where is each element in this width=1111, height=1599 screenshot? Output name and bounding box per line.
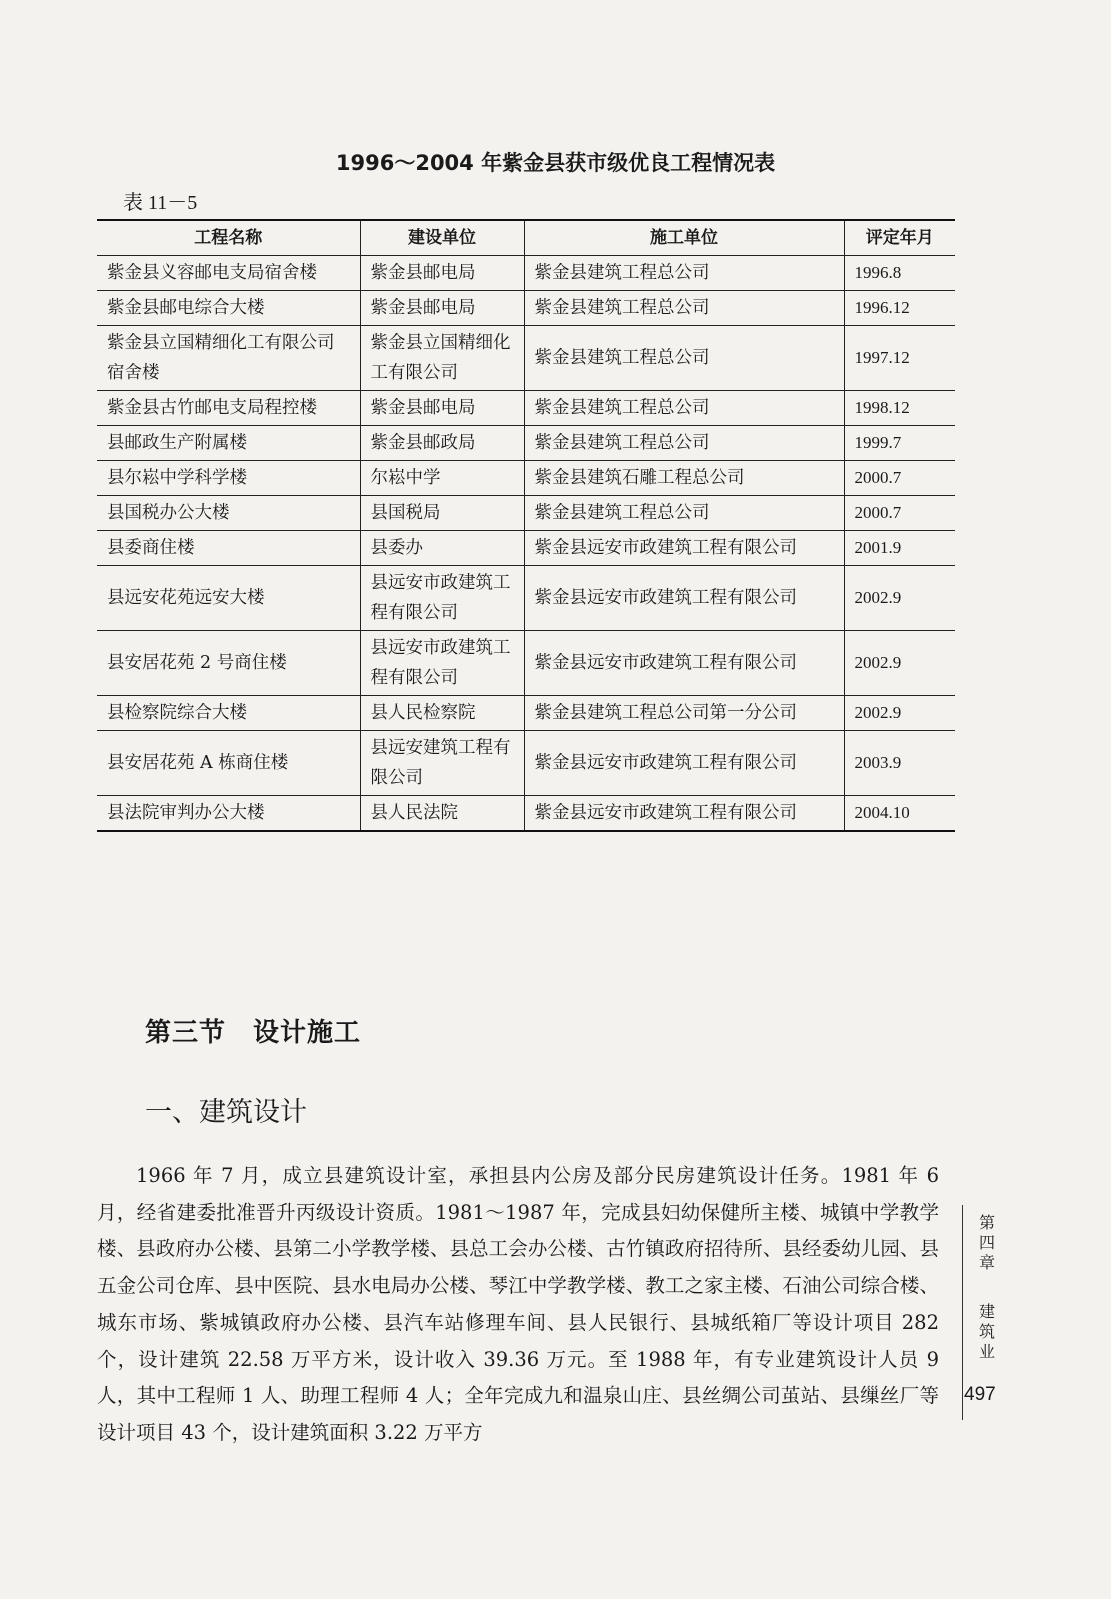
cell-project-name: 紫金县邮电综合大楼 bbox=[97, 291, 360, 326]
margin-divider bbox=[962, 1205, 963, 1420]
cell-date: 2003.9 bbox=[844, 731, 955, 796]
cell-contractor: 紫金县建筑工程总公司 bbox=[524, 496, 844, 531]
cell-project-name: 县邮政生产附属楼 bbox=[97, 426, 360, 461]
table-row bbox=[97, 426, 955, 461]
cell-project-name: 县尔崧中学科学楼 bbox=[97, 461, 360, 496]
section-title: 第三节 设计施工 bbox=[145, 1018, 362, 1048]
table-row bbox=[97, 326, 955, 391]
table-row bbox=[97, 496, 955, 531]
table-row bbox=[97, 796, 955, 832]
table-row bbox=[97, 461, 955, 496]
cell-builder: 紫金县邮电局 bbox=[360, 256, 524, 291]
table-row bbox=[97, 256, 955, 291]
cell-contractor: 紫金县建筑工程总公司 bbox=[524, 256, 844, 291]
header-contractor: 施工单位 bbox=[524, 220, 844, 256]
cell-project-name: 县安居花苑 A 栋商住楼 bbox=[97, 731, 360, 796]
table-row bbox=[97, 531, 955, 566]
cell-project-name: 县检察院综合大楼 bbox=[97, 696, 360, 731]
cell-builder: 紫金县邮政局 bbox=[360, 426, 524, 461]
cell-date: 2000.7 bbox=[844, 461, 955, 496]
cell-builder: 紫金县邮电局 bbox=[360, 291, 524, 326]
cell-date: 1997.12 bbox=[844, 326, 955, 391]
cell-project-name: 紫金县古竹邮电支局程控楼 bbox=[97, 391, 360, 426]
cell-contractor: 紫金县建筑石雕工程总公司 bbox=[524, 461, 844, 496]
header-project-name: 工程名称 bbox=[97, 220, 360, 256]
cell-date: 2000.7 bbox=[844, 496, 955, 531]
cell-contractor: 紫金县建筑工程总公司 bbox=[524, 326, 844, 391]
header-date: 评定年月 bbox=[844, 220, 955, 256]
cell-contractor: 紫金县远安市政建筑工程有限公司 bbox=[524, 731, 844, 796]
cell-builder: 县远安市政建筑工程有限公司 bbox=[360, 566, 524, 631]
cell-contractor: 紫金县远安市政建筑工程有限公司 bbox=[524, 531, 844, 566]
cell-date: 2002.9 bbox=[844, 631, 955, 696]
cell-project-name: 紫金县义容邮电支局宿舍楼 bbox=[97, 256, 360, 291]
cell-date: 2004.10 bbox=[844, 796, 955, 832]
cell-project-name: 县法院审判办公大楼 bbox=[97, 796, 360, 832]
cell-builder: 县委办 bbox=[360, 531, 524, 566]
page-number: 497 bbox=[964, 1384, 996, 1405]
cell-date: 1998.12 bbox=[844, 391, 955, 426]
cell-builder: 紫金县邮电局 bbox=[360, 391, 524, 426]
table-row bbox=[97, 566, 955, 631]
chapter-label: 第四章 bbox=[978, 1213, 995, 1272]
chapter-title: 建筑业 bbox=[978, 1302, 995, 1361]
cell-project-name: 县安居花苑 2 号商住楼 bbox=[97, 631, 360, 696]
cell-contractor: 紫金县建筑工程总公司第一分公司 bbox=[524, 696, 844, 731]
cell-contractor: 紫金县建筑工程总公司 bbox=[524, 291, 844, 326]
cell-contractor: 紫金县建筑工程总公司 bbox=[524, 426, 844, 461]
cell-project-name: 紫金县立国精细化工有限公司宿舍楼 bbox=[97, 326, 360, 391]
table-row bbox=[97, 731, 955, 796]
body-paragraph: 1966 年 7 月，成立县建筑设计室，承担县内公房及部分民房建筑设计任务。1981 年 6 月，经省建委批准晋升丙级设计资质。1981～1987 年，完成县妇幼保健所主楼、城镇中学教学楼、县政府办公楼、县第二小学教学楼、县总工会办公楼、古竹镇政府招待所、县经委幼儿园、县五金公司仓库、县中医院、县水电局办公楼、琴江中学教学楼、教工之家主楼、石油公司综合楼、城东市场、紫城镇政府办公楼、县汽车站修理车间、县人民银行、县城纸箱厂等设计项目 282 个，设计建筑 22.58 万平方米，设计收入 39.36 万元。至 1988 年，有专业建筑设计人员 9 人，其中工程师 1 人、助理工程师 4 人；全年完成九和温泉山庄、县丝绸公司茧站、县缫丝厂等设计项目 43 个，设计建筑面积 3.22 万平方 bbox=[97, 1164, 939, 1444]
table-row bbox=[97, 631, 955, 696]
cell-project-name: 县远安花苑远安大楼 bbox=[97, 566, 360, 631]
table-header-row bbox=[97, 220, 955, 256]
cell-contractor: 紫金县建筑工程总公司 bbox=[524, 391, 844, 426]
table-number: 表 11－5 bbox=[123, 192, 198, 214]
table-row bbox=[97, 696, 955, 731]
subsection-title: 一、建筑设计 bbox=[145, 1097, 307, 1128]
cell-builder: 县国税局 bbox=[360, 496, 524, 531]
cell-date: 2001.9 bbox=[844, 531, 955, 566]
table-row bbox=[97, 391, 955, 426]
cell-date: 1999.7 bbox=[844, 426, 955, 461]
cell-date: 1996.12 bbox=[844, 291, 955, 326]
cell-project-name: 县国税办公大楼 bbox=[97, 496, 360, 531]
cell-project-name: 县委商住楼 bbox=[97, 531, 360, 566]
cell-builder: 县远安市政建筑工程有限公司 bbox=[360, 631, 524, 696]
table-title: 1996～2004 年紫金县获市级优良工程情况表 bbox=[335, 151, 776, 175]
cell-date: 1996.8 bbox=[844, 256, 955, 291]
cell-builder: 县人民法院 bbox=[360, 796, 524, 832]
projects-table bbox=[97, 219, 955, 832]
cell-contractor: 紫金县远安市政建筑工程有限公司 bbox=[524, 796, 844, 832]
cell-builder: 县远安建筑工程有限公司 bbox=[360, 731, 524, 796]
table-body bbox=[97, 256, 955, 832]
header-builder: 建设单位 bbox=[360, 220, 524, 256]
cell-contractor: 紫金县远安市政建筑工程有限公司 bbox=[524, 566, 844, 631]
table-row bbox=[97, 291, 955, 326]
cell-builder: 尔崧中学 bbox=[360, 461, 524, 496]
cell-builder: 县人民检察院 bbox=[360, 696, 524, 731]
cell-contractor: 紫金县远安市政建筑工程有限公司 bbox=[524, 631, 844, 696]
cell-builder: 紫金县立国精细化工有限公司 bbox=[360, 326, 524, 391]
cell-date: 2002.9 bbox=[844, 696, 955, 731]
cell-date: 2002.9 bbox=[844, 566, 955, 631]
